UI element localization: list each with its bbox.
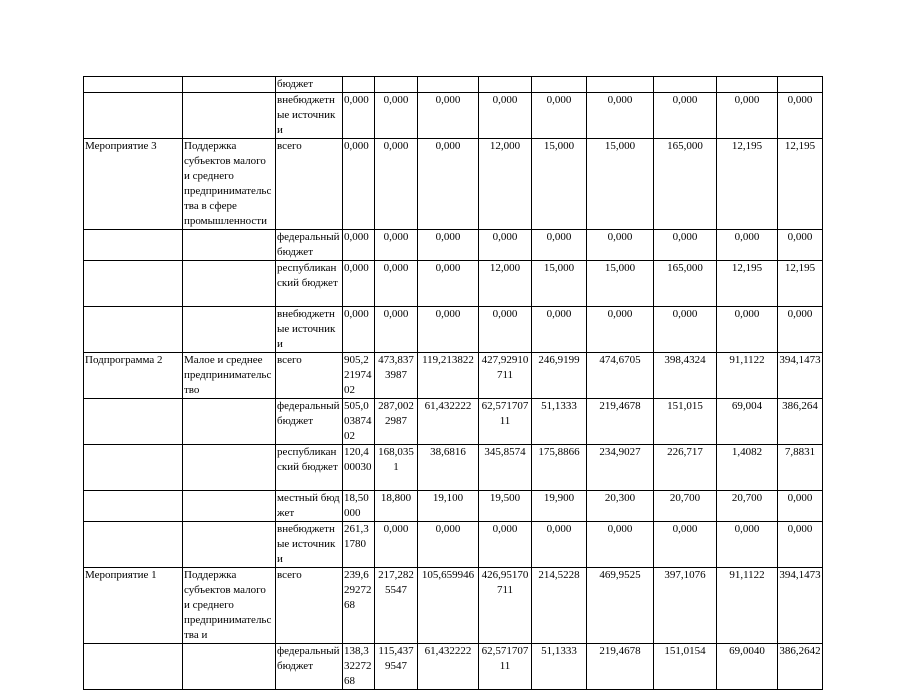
table-row	[84, 491, 823, 522]
funding-source-cell: местный бюджет	[276, 491, 343, 522]
value-cell: 0,000	[587, 522, 654, 568]
program-name-cell	[84, 445, 183, 491]
value-cell: 0,000	[418, 230, 479, 261]
table-row	[84, 522, 823, 568]
value-cell: 0,000	[375, 522, 418, 568]
table-row	[84, 230, 823, 261]
funding-source-cell: федеральный бюджет	[276, 399, 343, 445]
value-cell: 246,9199	[532, 353, 587, 399]
budget-table	[83, 76, 823, 690]
description-cell	[183, 644, 276, 690]
value-cell: 0,000	[418, 307, 479, 353]
value-cell: 19,900	[532, 491, 587, 522]
table-row	[84, 445, 823, 491]
value-cell: 234,9027	[587, 445, 654, 491]
value-cell: 15,000	[587, 261, 654, 307]
value-cell: 0,000	[532, 522, 587, 568]
funding-source-cell: всего	[276, 568, 343, 644]
value-cell: 0,000	[717, 307, 778, 353]
value-cell: 0,000	[587, 230, 654, 261]
funding-source-cell: республиканский бюджет	[276, 261, 343, 307]
value-cell: 226,717	[654, 445, 717, 491]
value-cell	[778, 77, 823, 93]
value-cell: 12,195	[778, 139, 823, 230]
value-cell	[532, 77, 587, 93]
value-cell	[479, 77, 532, 93]
value-cell: 61,432222	[418, 644, 479, 690]
funding-source-cell: республиканский бюджет	[276, 445, 343, 491]
table-row	[84, 568, 823, 644]
value-cell: 0,000	[343, 93, 375, 139]
value-cell: 905,22197402	[343, 353, 375, 399]
description-cell	[183, 445, 276, 491]
program-name-cell	[84, 491, 183, 522]
value-cell: 0,000	[343, 139, 375, 230]
value-cell: 61,432222	[418, 399, 479, 445]
description-cell	[183, 491, 276, 522]
value-cell: 19,500	[479, 491, 532, 522]
program-name-cell	[84, 93, 183, 139]
value-cell: 0,000	[375, 230, 418, 261]
program-name-cell	[84, 399, 183, 445]
table-row	[84, 93, 823, 139]
value-cell: 219,4678	[587, 399, 654, 445]
value-cell: 0,000	[343, 307, 375, 353]
description-cell	[183, 522, 276, 568]
value-cell: 19,100	[418, 491, 479, 522]
value-cell: 473,8373987	[375, 353, 418, 399]
table-row	[84, 399, 823, 445]
program-name-cell: Мероприятие 3	[84, 139, 183, 230]
value-cell	[375, 77, 418, 93]
value-cell: 0,000	[654, 93, 717, 139]
description-cell	[183, 307, 276, 353]
table-row	[84, 77, 823, 93]
value-cell: 15,000	[587, 139, 654, 230]
value-cell: 15,000	[532, 261, 587, 307]
value-cell: 18,50000	[343, 491, 375, 522]
value-cell: 0,000	[479, 307, 532, 353]
description-cell	[183, 77, 276, 93]
value-cell: 0,000	[717, 522, 778, 568]
value-cell: 0,000	[418, 139, 479, 230]
table-row	[84, 307, 823, 353]
funding-source-cell: внебюджетные источники	[276, 307, 343, 353]
value-cell: 0,000	[778, 93, 823, 139]
value-cell: 51,1333	[532, 644, 587, 690]
program-name-cell	[84, 230, 183, 261]
value-cell: 12,000	[479, 261, 532, 307]
program-name-cell	[84, 261, 183, 307]
value-cell: 394,1473	[778, 568, 823, 644]
value-cell: 0,000	[778, 230, 823, 261]
value-cell	[418, 77, 479, 93]
value-cell: 12,195	[717, 261, 778, 307]
value-cell: 7,8831	[778, 445, 823, 491]
value-cell: 469,9525	[587, 568, 654, 644]
program-name-cell	[84, 644, 183, 690]
funding-source-cell: федеральный бюджет	[276, 230, 343, 261]
value-cell: 115,4379547	[375, 644, 418, 690]
value-cell: 287,0022987	[375, 399, 418, 445]
value-cell: 217,2825547	[375, 568, 418, 644]
value-cell: 12,000	[479, 139, 532, 230]
value-cell: 261,31780	[343, 522, 375, 568]
value-cell: 0,000	[375, 261, 418, 307]
value-cell: 214,5228	[532, 568, 587, 644]
value-cell	[654, 77, 717, 93]
description-cell	[183, 93, 276, 139]
value-cell: 12,195	[717, 139, 778, 230]
value-cell: 0,000	[532, 307, 587, 353]
program-name-cell	[84, 307, 183, 353]
value-cell: 0,000	[778, 491, 823, 522]
value-cell: 151,015	[654, 399, 717, 445]
value-cell: 51,1333	[532, 399, 587, 445]
value-cell: 18,800	[375, 491, 418, 522]
value-cell: 1,4082	[717, 445, 778, 491]
value-cell: 105,659946	[418, 568, 479, 644]
value-cell: 69,004	[717, 399, 778, 445]
value-cell: 0,000	[479, 230, 532, 261]
value-cell: 386,264	[778, 399, 823, 445]
table-body	[84, 77, 823, 690]
description-cell: Поддержка субъектов малого и среднего предпринимательства и	[183, 568, 276, 644]
value-cell: 0,000	[532, 230, 587, 261]
value-cell: 219,4678	[587, 644, 654, 690]
value-cell: 20,300	[587, 491, 654, 522]
funding-source-cell: федеральный бюджет	[276, 644, 343, 690]
value-cell: 168,0351	[375, 445, 418, 491]
value-cell: 398,4324	[654, 353, 717, 399]
value-cell: 0,000	[343, 261, 375, 307]
value-cell: 0,000	[654, 522, 717, 568]
funding-source-cell: всего	[276, 353, 343, 399]
value-cell: 91,1122	[717, 353, 778, 399]
value-cell: 165,000	[654, 139, 717, 230]
value-cell: 427,92910711	[479, 353, 532, 399]
value-cell: 239,62927268	[343, 568, 375, 644]
value-cell: 0,000	[375, 93, 418, 139]
value-cell: 20,700	[717, 491, 778, 522]
value-cell: 62,57170711	[479, 644, 532, 690]
description-cell	[183, 399, 276, 445]
value-cell: 474,6705	[587, 353, 654, 399]
value-cell	[343, 77, 375, 93]
value-cell: 0,000	[343, 230, 375, 261]
funding-source-cell: бюджет	[276, 77, 343, 93]
value-cell: 20,700	[654, 491, 717, 522]
value-cell	[587, 77, 654, 93]
table-row	[84, 644, 823, 690]
description-cell: Малое и среднее предпринимательство	[183, 353, 276, 399]
value-cell: 0,000	[418, 93, 479, 139]
description-cell	[183, 230, 276, 261]
value-cell: 0,000	[479, 522, 532, 568]
value-cell: 0,000	[418, 261, 479, 307]
value-cell: 120,400030	[343, 445, 375, 491]
program-name-cell: Подпрограмма 2	[84, 353, 183, 399]
funding-source-cell: внебюджетные источники	[276, 93, 343, 139]
value-cell: 386,2642	[778, 644, 823, 690]
value-cell: 69,0040	[717, 644, 778, 690]
value-cell: 38,6816	[418, 445, 479, 491]
table-row	[84, 139, 823, 230]
value-cell: 0,000	[654, 307, 717, 353]
table-row	[84, 261, 823, 307]
value-cell: 0,000	[375, 307, 418, 353]
value-cell: 426,95170711	[479, 568, 532, 644]
value-cell: 0,000	[778, 522, 823, 568]
value-cell: 119,213822	[418, 353, 479, 399]
funding-source-cell: внебюджетные источники	[276, 522, 343, 568]
value-cell: 345,8574	[479, 445, 532, 491]
value-cell: 62,57170711	[479, 399, 532, 445]
value-cell: 505,00387402	[343, 399, 375, 445]
value-cell: 175,8866	[532, 445, 587, 491]
value-cell: 0,000	[717, 230, 778, 261]
value-cell: 0,000	[654, 230, 717, 261]
value-cell: 394,1473	[778, 353, 823, 399]
value-cell	[717, 77, 778, 93]
value-cell: 0,000	[717, 93, 778, 139]
value-cell: 12,195	[778, 261, 823, 307]
value-cell: 0,000	[587, 307, 654, 353]
value-cell: 151,0154	[654, 644, 717, 690]
value-cell: 0,000	[418, 522, 479, 568]
value-cell: 91,1122	[717, 568, 778, 644]
value-cell: 138,33227268	[343, 644, 375, 690]
value-cell: 15,000	[532, 139, 587, 230]
value-cell: 0,000	[587, 93, 654, 139]
value-cell: 0,000	[532, 93, 587, 139]
description-cell: Поддержка субъектов малого и среднего предпринимательства в сфере промышленности	[183, 139, 276, 230]
value-cell: 397,1076	[654, 568, 717, 644]
value-cell: 0,000	[778, 307, 823, 353]
value-cell: 165,000	[654, 261, 717, 307]
program-name-cell	[84, 522, 183, 568]
description-cell	[183, 261, 276, 307]
value-cell: 0,000	[479, 93, 532, 139]
value-cell: 0,000	[375, 139, 418, 230]
funding-source-cell: всего	[276, 139, 343, 230]
table-row	[84, 353, 823, 399]
program-name-cell	[84, 77, 183, 93]
program-name-cell: Мероприятие 1	[84, 568, 183, 644]
